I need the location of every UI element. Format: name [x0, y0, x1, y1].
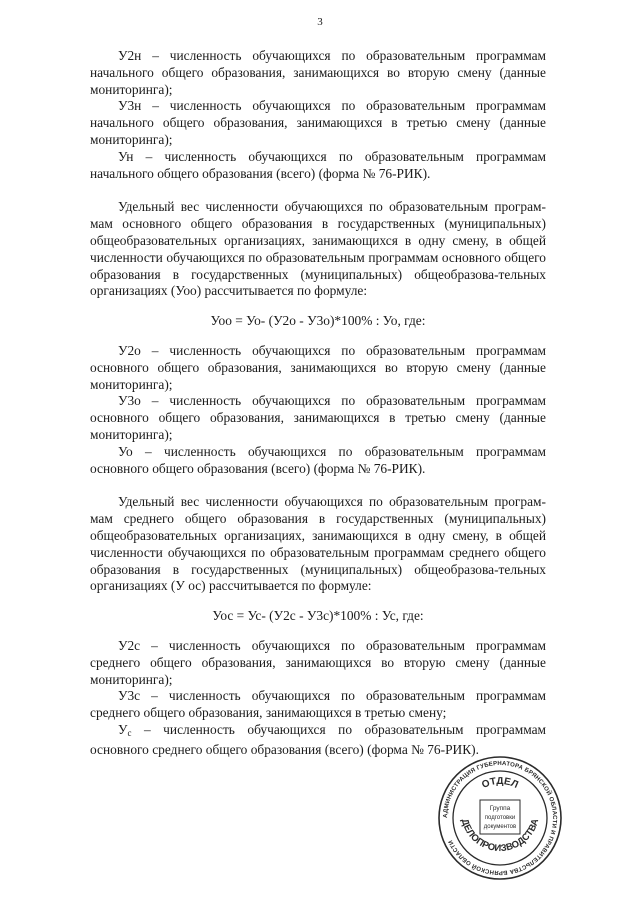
definition-text: – численность обучающихся по образовательным программам основного среднего общего образования (всего) (форма № 76-РИК).: [90, 721, 546, 757]
paragraph: Уо – численность обучающихся по образовательным программам основного общего образования (всего) (форма № 76-РИК).: [90, 443, 546, 476]
paragraph: Ун – численность обучающихся по образовательным программам начального общего образования (всего) (форма № 76-РИК).: [90, 148, 546, 181]
office-stamp: [436, 754, 564, 882]
formula: Уоо = Уо- (У2о - У3о)*100% : Уо, где:: [210, 313, 426, 329]
stamp-center-line: документов: [483, 824, 517, 830]
symbol: У: [118, 721, 128, 737]
paragraph: У2с – численность обучающихся по образовательным программам среднего общего образования, занимающихся во вторую смену (данные мониторинга);: [90, 637, 546, 687]
paragraph-gap: [90, 477, 546, 494]
paragraph: У3н – численность обучающихся по образовательным программам начального общего образования, занимающихся в третью смену (данные мониторинга);: [90, 98, 546, 147]
stamp-inner-top: ОТДЕЛ: [480, 775, 520, 791]
symbol-subscript: с: [127, 727, 132, 738]
stamp-center-line: Группа: [489, 805, 511, 812]
formula: Уос = Ус- (У2с - У3с)*100% : Ус, где:: [212, 608, 424, 624]
paragraph: У3о – численность обучающихся по образовательным программам основного общего образования, занимающихся в третью смену (данные мониторинга);: [90, 393, 546, 442]
paragraph-gap: [90, 182, 546, 199]
paragraph: У2н – численность обучающихся по образовательным программам начального общего образования, занимающихся во вторую смену (данные мониторинга);: [90, 48, 546, 97]
page-number: 3: [317, 16, 323, 28]
paragraph: Удельный вес численности обучающихся по образовательным програм-мам среднего общего образования в государственных (муниципальных) общеобразовательных организациях, занимающихся в одну смену, в общей численности обучающихся по образовательным программам среднего общего образования в государственных (муниципальных) общеобразова-тельных организациях (У ос) рассчитывается по формуле:: [90, 494, 546, 594]
stamp-inner-bottom: ДЕЛОПРОИЗВОДСТВА: [458, 817, 542, 855]
definition-paragraph: [90, 722, 546, 759]
paragraph: У2о – численность обучающихся по образовательным программам основного общего образования, занимающихся во вторую смену (данные мониторинга);: [90, 342, 546, 392]
document-body: [90, 48, 546, 758]
stamp-ring-text: АДМИНИСТРАЦИЯ ГУБЕРНАТОРА БРЯНСКОЙ ОБЛАСТИ И ПРАВИТЕЛЬСТВА БРЯНСКОЙ ОБЛАСТИ: [442, 760, 558, 876]
paragraph: У3с – численность обучающихся по образовательным программам среднего общего образования, занимающихся в третью смену;: [90, 688, 546, 721]
paragraph: Удельный вес численности обучающихся по образовательным програм-мам основного общего образования в государственных (муниципальных) общеобразовательных организациях, занимающихся в одну смену, в общей численности обучающихся по образовательным программам основного общего образования в государственных (муниципальных) общеобразова-тельных организациях (Уоо) рассчитывается по формуле:: [90, 199, 546, 299]
stamp-center-line: подготовки: [484, 815, 516, 821]
